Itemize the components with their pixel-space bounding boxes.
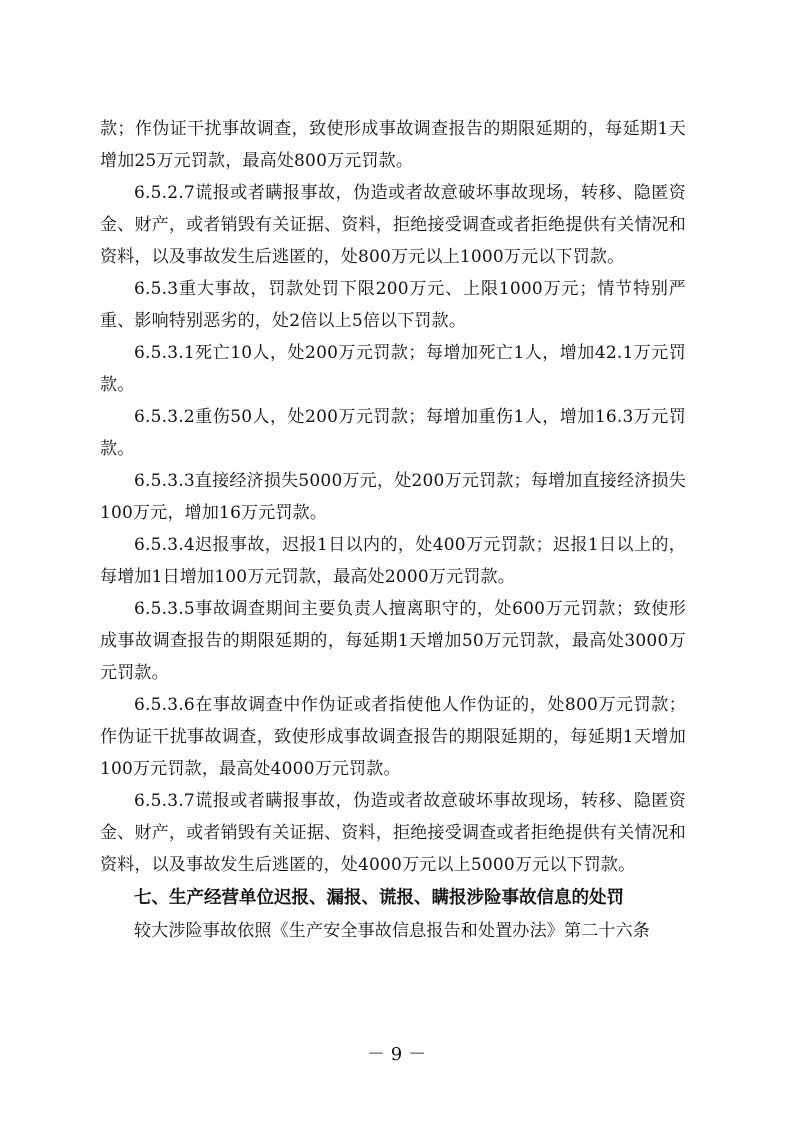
paragraph-6-5-3-1: 6.5.3.1死亡10人，处200万元罚款；每增加死亡1人，增加42.1万元罚款。 bbox=[100, 343, 686, 395]
paragraph-6-5-3-3: 6.5.3.3直接经济损失5000万元，处200万元罚款；每增加直接经济损失100万元，增加16万元罚款。 bbox=[100, 471, 686, 523]
section-heading: 七、生产经营单位迟报、漏报、谎报、瞒报涉险事故信息的处罚 bbox=[134, 888, 624, 908]
paragraph-6-5-3: 6.5.3重大事故，罚款处罚下限200万元、上限1000万元；情节特别严重、影响特别恶劣的，处2倍以上5倍以下罚款。 bbox=[100, 279, 686, 331]
paragraph-6-5-3-6: 6.5.3.6在事故调查中作伪证或者指使他人作伪证的，处800万元罚款；作伪证干扰事故调查，致使形成事故调查报告的期限延期的，每延期1天增加100万元罚款，最高处4000万元罚款。 bbox=[100, 695, 686, 779]
paragraph-final: 较大涉险事故依照《生产安全事故信息报告和处置办法》第二十六条 bbox=[134, 921, 650, 941]
paragraph-6-5-3-2: 6.5.3.2重伤50人，处200万元罚款；每增加重伤1人，增加16.3万元罚款。 bbox=[100, 407, 686, 459]
paragraph-6-5-2-7: 6.5.2.7谎报或者瞒报事故，伪造或者故意破坏事故现场，转移、隐匿资金、财产，或者销毁有关证据、资料，拒绝接受调查或者拒绝提供有关情况和资料，以及事故发生后逃匿的，处800万元以上1000万元以下罚款。 bbox=[100, 183, 686, 267]
document-body bbox=[100, 113, 686, 947]
paragraph-6-5-3-7: 6.5.3.7谎报或者瞒报事故，伪造或者故意破坏事故现场，转移、隐匿资金、财产，或者销毁有关证据、资料，拒绝接受调查或者拒绝提供有关情况和资料，以及事故发生后逃匿的，处4000万元以上5000万元以下罚款。 bbox=[100, 791, 686, 875]
paragraph-6-5-3-5: 6.5.3.5事故调查期间主要负责人擅离职守的，处600万元罚款；致使形成事故调查报告的期限延期的，每延期1天增加50万元罚款，最高处3000万元罚款。 bbox=[100, 599, 686, 683]
paragraph-6-5-3-4: 6.5.3.4迟报事故，迟报1日以内的，处400万元罚款；迟报1日以上的，每增加1日增加100万元罚款，最高处2000万元罚款。 bbox=[100, 535, 686, 587]
paragraph-continuation: 款；作伪证干扰事故调查，致使形成事故调查报告的期限延期的，每延期1天增加25万元罚款，最高处800万元罚款。 bbox=[100, 119, 686, 171]
page-number: － 9 － bbox=[367, 1044, 426, 1065]
